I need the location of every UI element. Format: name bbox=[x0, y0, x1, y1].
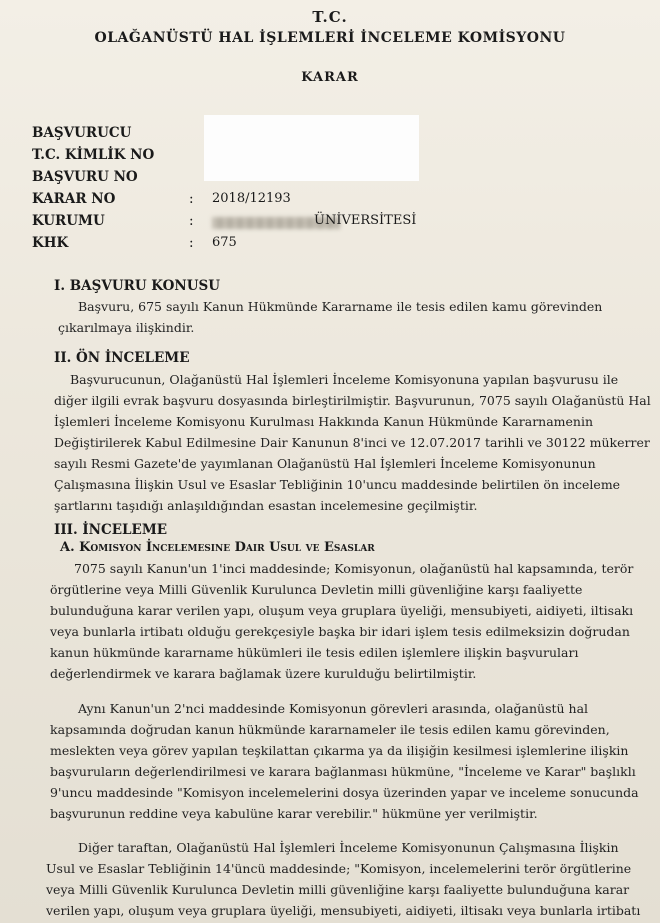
field-label: KARAR NO bbox=[32, 191, 116, 207]
text-line: kanun hükmünde kararname hükümleri ile tesis edilen işlemlere ilişkin başvuruları bbox=[50, 645, 579, 660]
section-title: II. ÖN İNCELEME bbox=[54, 350, 190, 366]
text-line: başvuruların değerlendirilmesi ve karara bağlanması hükmüne, "İnceleme ve Karar" başlıklı bbox=[50, 764, 636, 779]
field-tc-id bbox=[32, 147, 154, 167]
text-line: verilen yapı, oluşum veya gruplara üyeliği, mensubiyeti, aidiyeti, iltisakı veya bunlarla irtibatı bbox=[46, 903, 641, 918]
text-line: kapsamında doğrudan kanun hükmünde kararnameler ile tesis edilen kamu görevinden, bbox=[50, 722, 610, 737]
text-line: Usul ve Esaslar Tebliğinin 14'üncü maddesinde; "Komisyon, incelemelerini terör örgütlerine bbox=[46, 861, 632, 876]
field-label: KURUMU bbox=[32, 213, 105, 229]
field-khk bbox=[32, 235, 237, 255]
subsection-title: A. Komisyon İncelemesine Dair Usul ve Esaslar bbox=[60, 540, 375, 555]
text-line: şartlarını taşıdığı anlaşıldığından esastan incelemesine geçilmiştir. bbox=[54, 498, 478, 513]
text-line: bulunduğuna karar verilen yapı, oluşum veya gruplara üyeliği, mensubiyeti, aidiyeti, iltisakı bbox=[50, 603, 634, 618]
text-line: örgütlerine veya Milli Güvenlik Kurulunca Devletin milli güvenliğine karşı faaliyette bbox=[50, 582, 583, 597]
field-value: 2018/12193 bbox=[212, 191, 291, 206]
field-value: 675 bbox=[212, 235, 237, 250]
field-label: BAŞVURU NO bbox=[32, 169, 138, 185]
text-line: çıkarılmaya ilişkindir. bbox=[58, 320, 195, 335]
field-applicant bbox=[32, 125, 131, 145]
text-line: Aynı Kanun'un 2'nci maddesinde Komisyonun görevleri arasında, olağanüstü hal bbox=[78, 701, 589, 716]
text-line: diğer ilgili evrak başvuru dosyasında birleştirilmiştir. Başvurunun, 7075 sayılı Olağanüstü Hal bbox=[54, 393, 651, 408]
section-title: III. İNCELEME bbox=[54, 522, 168, 538]
field-application-no bbox=[32, 169, 138, 189]
header-tc: T.C. bbox=[312, 8, 348, 26]
text-line: Çalışmasına İlişkin Usul ve Esaslar Tebliğinin 10'uncu maddesinde belirtilen ön inceleme bbox=[54, 477, 621, 492]
text-line: veya bunlarla irtibatı olduğu gerekçesiyle başka bir idari işlem tesis edilmeksizin doğrudan bbox=[50, 624, 630, 639]
text-line: 7075 sayılı Kanun'un 1'inci maddesinde; Komisyonun, olağanüstü hal kapsamında, terör bbox=[74, 561, 634, 576]
field-decision-no bbox=[32, 191, 291, 211]
field-value: ÜNİVERSİTESİ bbox=[314, 213, 417, 228]
redaction-box bbox=[204, 115, 419, 181]
text-line: sayılı Resmi Gazete'de yayımlanan Olağanüstü Hal İşlemleri İnceleme Komisyonunun bbox=[54, 456, 596, 471]
text-line: Başvurucunun, Olağanüstü Hal İşlemleri İnceleme Komisyonuna yapılan başvurusu ile bbox=[70, 372, 619, 387]
text-line: Diğer taraftan, Olağanüstü Hal İşlemleri İnceleme Komisyonunun Çalışmasına İlişkin bbox=[78, 840, 619, 855]
text-line: Başvuru, 675 sayılı Kanun Hükmünde Kararname ile tesis edilen kamu görevinden bbox=[78, 299, 603, 314]
text-line: başvurunun reddine veya kabulüne karar verebilir." hükmüne yer verilmiştir. bbox=[50, 806, 538, 821]
field-institution bbox=[32, 213, 417, 233]
field-colon: : bbox=[189, 191, 194, 207]
header-doc-type: KARAR bbox=[301, 70, 359, 85]
text-line: meslekten veya görev yapılan teşkilattan çıkarma ya da ilişiğin kesilmesi işlemlerine ilişkin bbox=[50, 743, 629, 758]
field-label: T.C. KİMLİK NO bbox=[32, 147, 155, 163]
field-label: BAŞVURUCU bbox=[32, 125, 132, 141]
text-line: değerlendirmek ve karara bağlamak üzere kurulduğu belirtilmiştir. bbox=[50, 666, 477, 681]
header-commission: OLAĞANÜSTÜ HAL İŞLEMLERİ İNCELEME KOMİSYONU bbox=[94, 30, 566, 46]
text-line: İşlemleri İnceleme Komisyonu Kurulması Hakkında Kanun Hükmünde Kararnamenin bbox=[54, 414, 594, 429]
text-line: veya Milli Güvenlik Kurulunca Devletin milli güvenliğine karşı faaliyette bulunduğuna karar bbox=[46, 882, 630, 897]
field-colon: : bbox=[189, 235, 194, 251]
section-title: I. BAŞVURU KONUSU bbox=[54, 278, 221, 294]
text-line: 9'uncu maddesinde "Komisyon incelemelerini dosya üzerinden yapar ve inceleme sonucunda bbox=[50, 785, 639, 800]
field-label: KHK bbox=[32, 235, 69, 251]
field-colon: : bbox=[189, 213, 194, 229]
text-line: Değiştirilerek Kabul Edilmesine Dair Kanunun 8'inci ve 12.07.2017 tarihli ve 30122 mükerrer bbox=[54, 435, 650, 450]
